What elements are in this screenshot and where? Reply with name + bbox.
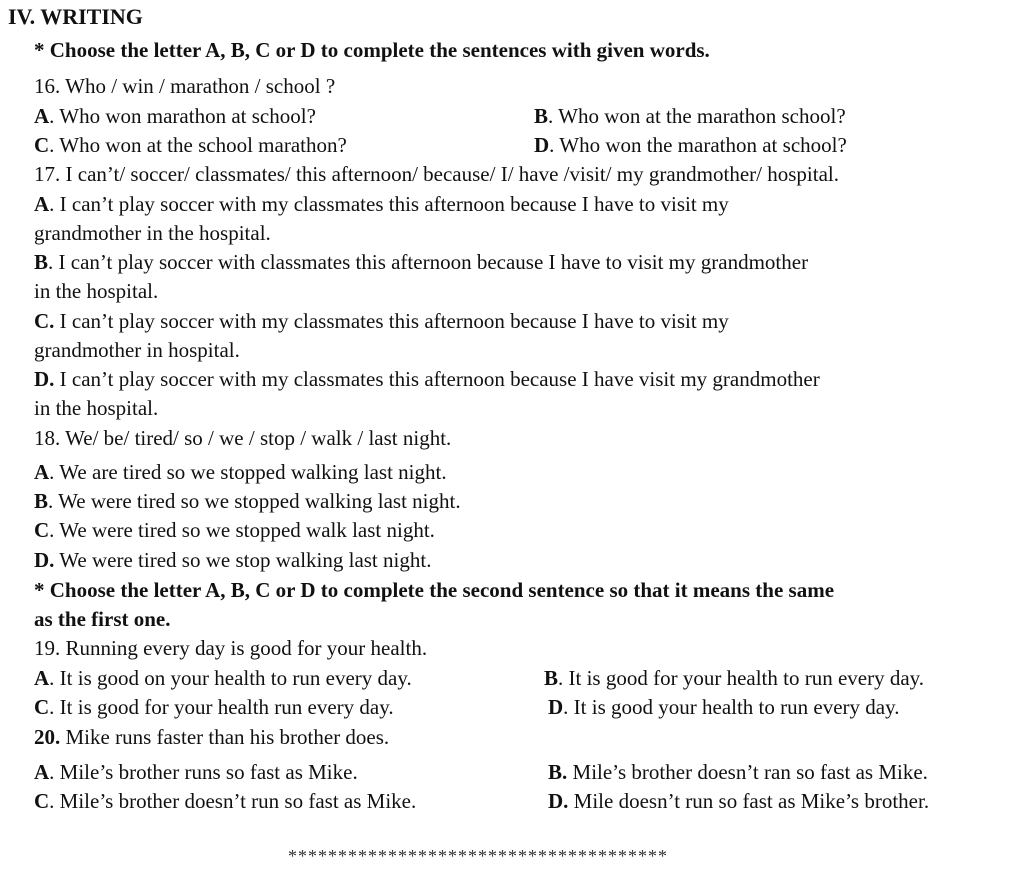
question-number: 20. — [34, 725, 61, 749]
option-text: . Mile’s brother doesn’t run so fast as Mike. — [49, 789, 417, 813]
option-text: . I can’t play soccer with my classmates this afternoon because I have to visit my — [49, 192, 729, 216]
option-text: . Who won at the marathon school? — [548, 104, 846, 128]
option-letter: D — [534, 133, 550, 157]
q18-option-d — [34, 546, 431, 575]
option-letter: A — [34, 192, 50, 216]
question-18-prompt: 18. We/ be/ tired/ so / we / stop / walk / last night. — [34, 426, 452, 450]
option-letter: D — [548, 695, 564, 719]
option-text: . I can’t play soccer with classmates this afternoon because I have to visit my grandmother — [48, 250, 809, 274]
q18-option-b — [34, 487, 461, 516]
q20-option-c — [34, 787, 416, 816]
q17-option-b — [34, 248, 808, 277]
option-letter: A — [34, 760, 50, 784]
option-letter: C — [34, 133, 50, 157]
q20-option-a — [34, 758, 358, 787]
option-letter: C — [34, 695, 50, 719]
option-text: . It is good on your health to run every day. — [49, 666, 412, 690]
q19-option-b — [544, 664, 924, 693]
option-text: I can’t play soccer with my classmates this afternoon because I have visit my grandmother — [54, 367, 820, 391]
option-letter: B. — [548, 760, 568, 784]
option-text: . It is good for your health to run every day. — [558, 666, 925, 690]
option-text: . Mile’s brother runs so fast as Mike. — [49, 760, 358, 784]
q17-option-c-cont: grandmother in hospital. — [34, 338, 240, 362]
q17-option-d-cont: in the hospital. — [34, 396, 159, 420]
option-letter: D. — [34, 367, 55, 391]
instruction-1: * Choose the letter A, B, C or D to complete the sentences with given words. — [34, 38, 710, 62]
option-text: . Who won marathon at school? — [49, 104, 316, 128]
q19-option-c — [34, 693, 394, 722]
option-text: . We were tired so we stopped walking last night. — [48, 489, 461, 513]
q17-option-d — [34, 365, 820, 394]
question-17-prompt: 17. I can’t/ soccer/ classmates/ this afternoon/ because/ I/ have /visit/ my grandmother/ hospital. — [34, 162, 839, 186]
option-letter: B — [534, 104, 549, 128]
option-text: I can’t play soccer with my classmates this afternoon because I have to visit my — [54, 309, 729, 333]
q16-option-b — [534, 102, 846, 131]
footer-separator: ************************************** — [288, 846, 668, 866]
option-letter: A — [34, 460, 50, 484]
option-text: . It is good your health to run every day. — [563, 695, 900, 719]
option-letter: C — [34, 789, 50, 813]
option-letter: D. — [548, 789, 569, 813]
question-20-prompt — [34, 723, 389, 752]
option-letter: C. — [34, 309, 55, 333]
q17-option-c — [34, 307, 729, 336]
q19-option-a — [34, 664, 412, 693]
q17-option-a — [34, 190, 729, 219]
option-letter: B — [34, 250, 49, 274]
q16-option-a — [34, 102, 316, 131]
option-text: We were tired so we stop walking last night. — [54, 548, 432, 572]
q16-option-d — [534, 131, 847, 160]
option-letter: A — [34, 666, 50, 690]
q16-option-c — [34, 131, 347, 160]
option-letter: D. — [34, 548, 55, 572]
option-text: . We were tired so we stopped walk last night. — [49, 518, 435, 542]
question-text: Mike runs faster than his brother does. — [60, 725, 390, 749]
section-title: IV. WRITING — [8, 4, 143, 29]
option-letter: A — [34, 104, 50, 128]
q20-option-d — [548, 787, 929, 816]
option-text: Mile doesn’t run so fast as Mike’s brother. — [568, 789, 930, 813]
q18-option-a — [34, 458, 447, 487]
option-text: . We are tired so we stopped walking last night. — [49, 460, 447, 484]
q20-option-b — [548, 758, 928, 787]
question-19-prompt: 19. Running every day is good for your health. — [34, 636, 428, 660]
option-letter: B — [544, 666, 559, 690]
q17-option-b-cont: in the hospital. — [34, 279, 159, 303]
option-letter: C — [34, 518, 50, 542]
option-letter: B — [34, 489, 49, 513]
q18-option-c — [34, 516, 435, 545]
q19-option-d — [548, 693, 899, 722]
option-text: Mile’s brother doesn’t ran so fast as Mike. — [567, 760, 928, 784]
instruction-2-line-2: as the first one. — [34, 607, 171, 631]
option-text: . Who won at the school marathon? — [49, 133, 347, 157]
question-16-prompt: 16. Who / win / marathon / school ? — [34, 74, 336, 98]
instruction-2-line-1: * Choose the letter A, B, C or D to complete the second sentence so that it means the same — [34, 578, 835, 602]
q17-option-a-cont: grandmother in the hospital. — [34, 221, 271, 245]
option-text: . It is good for your health run every day. — [49, 695, 394, 719]
option-text: . Who won the marathon at school? — [549, 133, 847, 157]
